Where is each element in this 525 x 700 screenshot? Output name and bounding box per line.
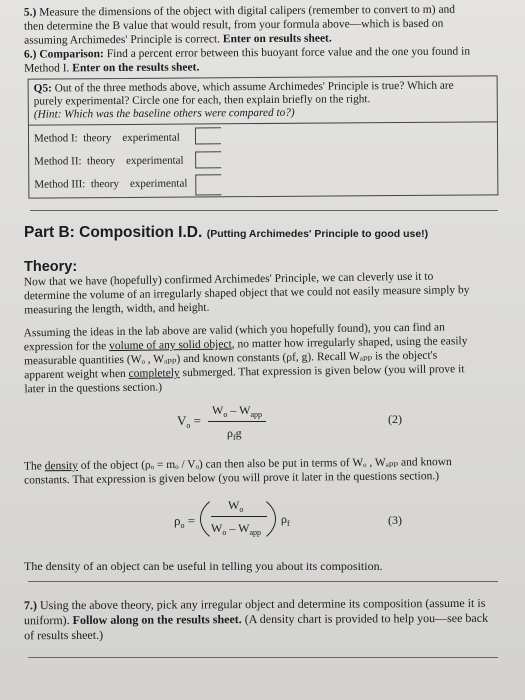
theory-paragraph-2 (24, 320, 505, 397)
question-text: Measure the dimensions of the object with digital calipers (remember to convert to m) and (39, 3, 456, 19)
option-theory[interactable]: theory (83, 132, 112, 145)
text-line: Now that we have (hopefully) confirmed Archimedes' Principle, we can cleverly use it to (23, 270, 434, 289)
subscript: o (223, 410, 228, 419)
method-label: Method I: (33, 132, 78, 145)
question-label: Comparison: (39, 48, 104, 61)
equation-number: (3) (388, 513, 402, 527)
method-row (34, 132, 180, 145)
option-theory[interactable]: theory (90, 178, 119, 191)
question-text: of results sheet.) (24, 627, 104, 643)
subscript: f (233, 433, 236, 442)
eq3-rhs (281, 512, 290, 528)
question-text: Using the above theory, pick any irregular object and determine its composition (assume it is (39, 595, 486, 613)
answer-line[interactable] (28, 657, 498, 658)
subscript: f (287, 519, 290, 528)
eq3-lhs: $\rho_o$ = (174, 513, 196, 530)
symbol: ρ (281, 512, 287, 526)
fraction-bar (211, 516, 267, 517)
symbol: ρ (174, 513, 181, 528)
option-theory[interactable]: theory (86, 155, 116, 168)
text: expression for the (23, 340, 110, 354)
question-text: assuming Archimedes' Principle is correct. Enter on results sheet. (24, 32, 332, 47)
divider (29, 121, 497, 125)
q5-text: purely experimental? Circle one for each, then explain briefly on the right. (33, 93, 371, 108)
q5-text: Out of the three methods above, which assume Archimedes' Principle is true? Which are (54, 79, 454, 95)
question-5-measure (24, 2, 504, 47)
symbol: g (235, 426, 242, 440)
eq2-denominator (227, 426, 242, 442)
theory-heading: Theory: (24, 259, 78, 275)
fraction-bar (208, 421, 266, 422)
subscript: o (180, 521, 185, 530)
density-paragraph (24, 454, 504, 487)
density-note: The density of an object can be useful in telling you about its composition. (24, 559, 383, 573)
question-7 (24, 596, 504, 644)
eq2-lhs: $V_o$ = (177, 413, 201, 430)
symbol: W (211, 521, 223, 535)
q5-prompt (34, 79, 489, 121)
question-number: 5.) (23, 6, 37, 19)
text-line: determine the volume of an irregularly shaped object that we could not easily measure simply by (23, 284, 470, 303)
subscript: o (186, 421, 191, 430)
subscript: app (249, 528, 261, 537)
question-number: 6.) (23, 48, 37, 61)
question-text: uniform). (23, 613, 70, 628)
question-text: Method I. Enter on the results sheet. (24, 61, 200, 75)
answer-field[interactable] (195, 174, 221, 195)
subscript: app (250, 410, 262, 419)
part-subtitle: (Putting Archimedes' Principle to good use!) (206, 228, 429, 240)
symbol: W (212, 403, 224, 417)
text-underlined: completely (128, 367, 180, 380)
subscript: o (222, 528, 227, 537)
equation-number: (2) (388, 412, 402, 426)
symbol: V (177, 413, 187, 428)
q5-label: Q5: (33, 82, 52, 95)
subscript: o (239, 505, 244, 514)
symbol: ρ (227, 426, 233, 440)
text-line: measurable quantities (Wₒ , Wₐₚₚ) and known constants (ρf, g). Recall Wₐₚₚ is the object's (23, 349, 438, 368)
method-label: Method III: (34, 178, 86, 191)
q5-answer-box (28, 75, 499, 198)
text-line: later in the questions section.) (24, 381, 163, 396)
method-row (34, 178, 187, 191)
answer-field[interactable] (195, 127, 221, 144)
symbol: W (228, 498, 240, 512)
section-divider (28, 581, 498, 582)
question-text: Find a percent error between this buoyant force value and the one you found in (106, 45, 471, 61)
section-divider (30, 210, 498, 211)
text: The (23, 460, 45, 473)
eq2-numerator (212, 403, 262, 419)
symbol: – W (226, 521, 250, 535)
text-underlined: volume of any solid object (109, 338, 232, 353)
option-experimental[interactable]: experimental (129, 177, 188, 190)
text: of the object (ρₒ = mₒ / Vₒ) can then also be put in terms of Wₒ , Wₐₚₚ and known (77, 456, 452, 472)
question-6-comparison (24, 44, 504, 75)
text: , no matter how irregularly shaped, using the easily (231, 335, 468, 351)
question-text: then determine the B value that would result, from your formula above—which is based on (23, 17, 444, 33)
option-experimental[interactable]: experimental (126, 154, 184, 167)
text-line: measuring the length, width, and height. (24, 301, 210, 317)
option-experimental[interactable]: experimental (122, 131, 180, 144)
text: submerged. That expression is given below (you will prove it (179, 363, 465, 380)
theory-paragraph-1 (24, 269, 505, 318)
part-b-title (24, 224, 428, 242)
part-title: Part B: Composition I.D. (24, 224, 203, 241)
eq3-numerator (228, 498, 243, 514)
eq3-denominator (211, 521, 261, 537)
method-row (34, 155, 183, 168)
text: apparent weight when (24, 367, 129, 382)
text-line: constants. That expression is given below (you will prove it later in the questions section.) (24, 470, 440, 487)
text-line: Assuming the ideas in the lab above are valid (which you hopefully found), you can find an (23, 321, 445, 340)
q5-hint: (Hint: Which was the baseline others were compared to?) (33, 106, 295, 121)
symbol: – W (227, 403, 251, 417)
question-text: (A density chart is provided to help you—see back (244, 610, 489, 627)
question-number: 7.) (23, 598, 37, 613)
text-underlined: density (44, 459, 78, 473)
answer-field[interactable] (195, 151, 221, 168)
method-label: Method II: (34, 155, 82, 168)
question-bold-text: Follow along on the results sheet. (72, 612, 242, 628)
